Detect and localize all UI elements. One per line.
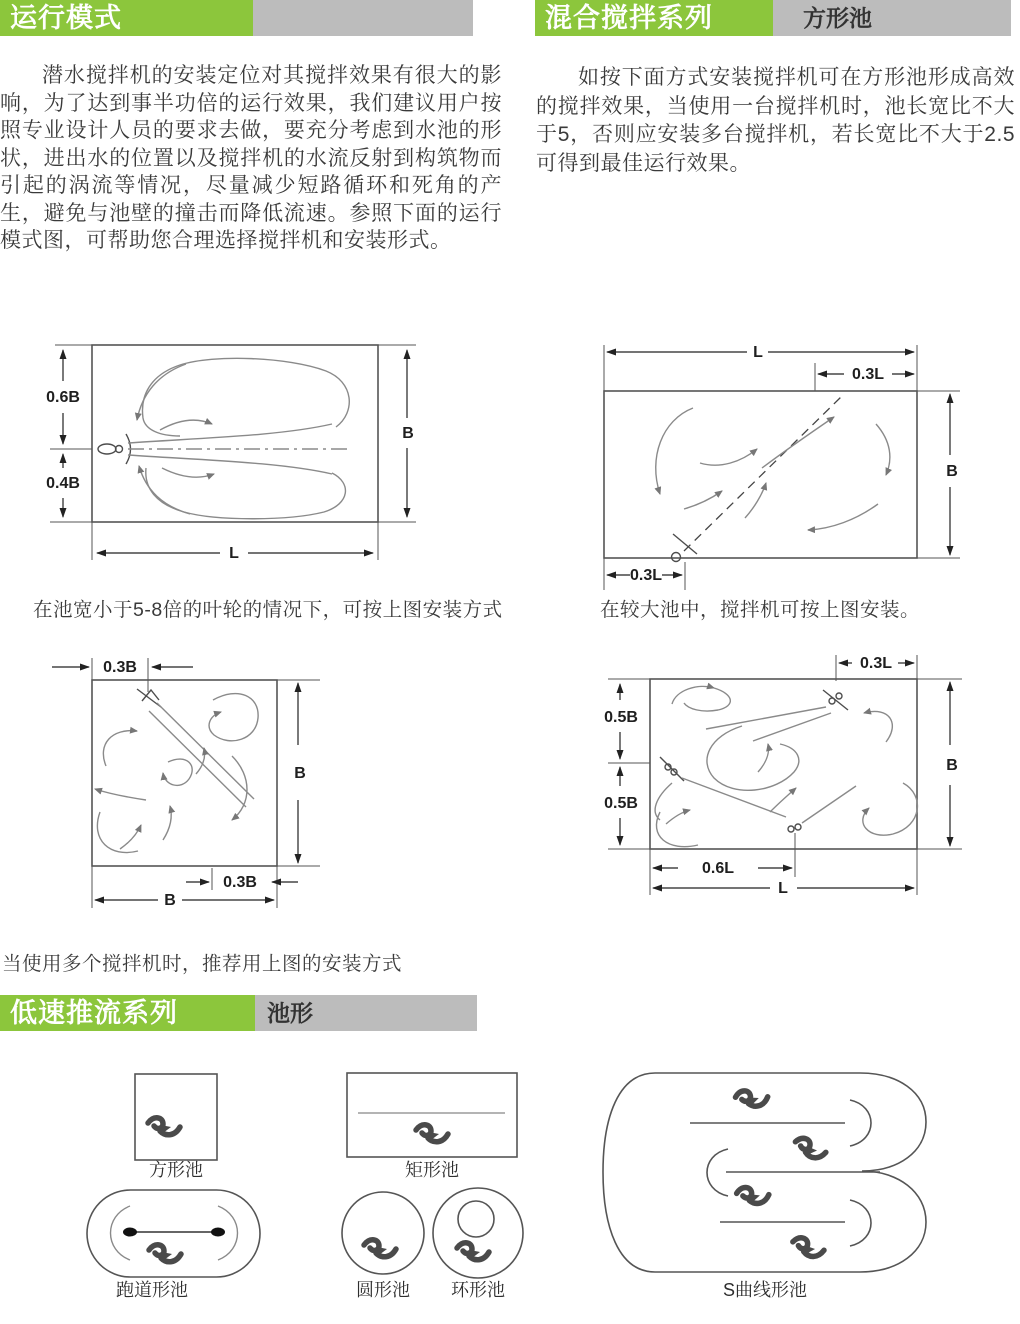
pool-outline: [92, 680, 277, 866]
s-curve-channel-dividers: [690, 1100, 880, 1246]
pool-shape-label: 跑道形池: [116, 1280, 188, 1300]
dimension-label: L: [778, 880, 788, 897]
mixer-icon: [823, 690, 848, 710]
multi-mixer-note: 当使用多个搅拌机时，推荐用上图的安装方式: [2, 953, 403, 975]
dimension-label: 0.5B: [604, 709, 638, 726]
pool-shapes-tag-label: 池形: [267, 1000, 313, 1026]
diagram-square-pool: [30, 640, 500, 920]
dimension-lines: [620, 663, 950, 888]
header-low-speed-series-label: 低速推流系列: [10, 998, 178, 1028]
dimension-label: 0.4B: [46, 475, 80, 492]
extension-lines: [92, 658, 320, 908]
square-pool-outline: [135, 1074, 217, 1160]
flow-squiggle-icon: [793, 1137, 828, 1160]
pool-outline: [92, 345, 378, 522]
racetrack-rotor-dot: [123, 1228, 137, 1237]
header-operating-mode: [0, 0, 253, 36]
pool-shape-label: 方形池: [149, 1160, 203, 1180]
rect-pool-outline: [347, 1073, 517, 1157]
pool-shape-label: 矩形池: [405, 1160, 459, 1180]
dimension-label: 0.6L: [701, 860, 735, 877]
ring-pool-inner-outline: [458, 1201, 494, 1237]
dimension-label: 0.6B: [46, 389, 80, 406]
header-square-pool-tag: [773, 0, 1011, 36]
header-operating-mode-label: 运行模式: [10, 3, 122, 33]
dimension-label: 0.3B: [223, 874, 257, 891]
caption-diagram2: 在较大池中，搅拌机可按上图安装。: [600, 599, 921, 621]
flow-squiggle-icon: [364, 1240, 396, 1257]
diagram-multi-mixer-pool: [590, 640, 1020, 920]
dimension-lines: [52, 667, 298, 900]
pool-shape-label: S曲线形池: [722, 1280, 808, 1300]
dimension-lines: [607, 352, 950, 575]
dimension-label: 0.3L: [851, 366, 885, 383]
dimension-label: 0.3L: [629, 567, 663, 584]
dimension-label: L: [229, 545, 239, 562]
pool-shape-label: 圆形池: [356, 1280, 410, 1300]
racetrack-rotor-dot: [211, 1228, 225, 1237]
mixer-icon: [660, 757, 684, 781]
header-low-speed-series: [0, 995, 255, 1031]
flow-streamlines: [655, 686, 917, 846]
extension-lines: [608, 655, 962, 895]
dimension-label: B: [402, 425, 414, 442]
circle-pool-outline: [342, 1192, 424, 1274]
mixer-icon: [98, 434, 131, 464]
extension-lines: [604, 345, 960, 590]
flow-squiggle-icon: [457, 1243, 489, 1260]
flow-squiggle-icon: [148, 1118, 180, 1135]
dimension-label: B: [946, 463, 958, 480]
flow-squiggle-icon: [416, 1125, 448, 1142]
header-pool-shapes-tag: [255, 995, 477, 1031]
flow-streamlines: [656, 408, 890, 530]
flow-squiggle-icon: [149, 1245, 181, 1262]
square-pool-tag-label: 方形池: [803, 5, 872, 31]
flow-squiggle-icon: [791, 1237, 825, 1258]
header-operating-mode-gray-bar: [253, 0, 473, 36]
header-mixing-series: [535, 0, 773, 36]
diagram-large-pool: [530, 335, 1020, 625]
dimension-label: 0.5B: [604, 795, 638, 812]
flow-streamlines: [128, 358, 349, 518]
pool-shapes-gallery: [40, 1055, 1020, 1305]
operating-mode-paragraph: 潜水搅拌机的安装定位对其搅拌效果有很大的影响，为了达到事半功倍的运行效果，我们建议用户按照专业设计人员的要求去做，要充分考虑到水池的形状，进出水的位置以及搅拌机的水流反射到构筑物而引起的涡流等情况，尽量减少短路循环和死角的产生，避免与池壁的撞击而降低流速。参照下面的运行模式图，可帮助您合理选择搅拌机和安装形式。: [0, 64, 502, 252]
dimension-label: L: [753, 344, 763, 361]
flow-streamlines: [95, 694, 258, 853]
mixer-axis-dashed-line: [684, 395, 843, 551]
dimension-label: 0.3B: [103, 659, 137, 676]
header-mixing-series-label: 混合搅拌系列: [545, 3, 713, 33]
extension-lines: [50, 345, 416, 560]
flow-squiggle-icon: [735, 1088, 769, 1109]
flow-squiggle-icon: [736, 1185, 769, 1205]
dimension-label: B: [294, 765, 306, 782]
pool-outline: [650, 679, 917, 849]
diagram-single-mixer-pool: [30, 335, 500, 625]
pool-outline: [604, 391, 917, 558]
dimension-label: B: [164, 892, 176, 909]
dimension-label: 0.3L: [859, 655, 893, 672]
mixer-icon: [788, 824, 801, 832]
mixing-series-paragraph: 如按下面方式安装搅拌机可在方形池形成高效的搅拌效果，当使用一台搅拌机时，池长宽比不大于5，否则应安装多台搅拌机，若长宽比不大于2.5可得到最佳运行效果。: [536, 66, 1015, 175]
pool-shape-label: 环形池: [451, 1280, 505, 1300]
caption-diagram1: 在池宽小于5-8倍的叶轮的情况下，可按上图安装方式: [33, 599, 503, 621]
dimension-label: B: [946, 757, 958, 774]
